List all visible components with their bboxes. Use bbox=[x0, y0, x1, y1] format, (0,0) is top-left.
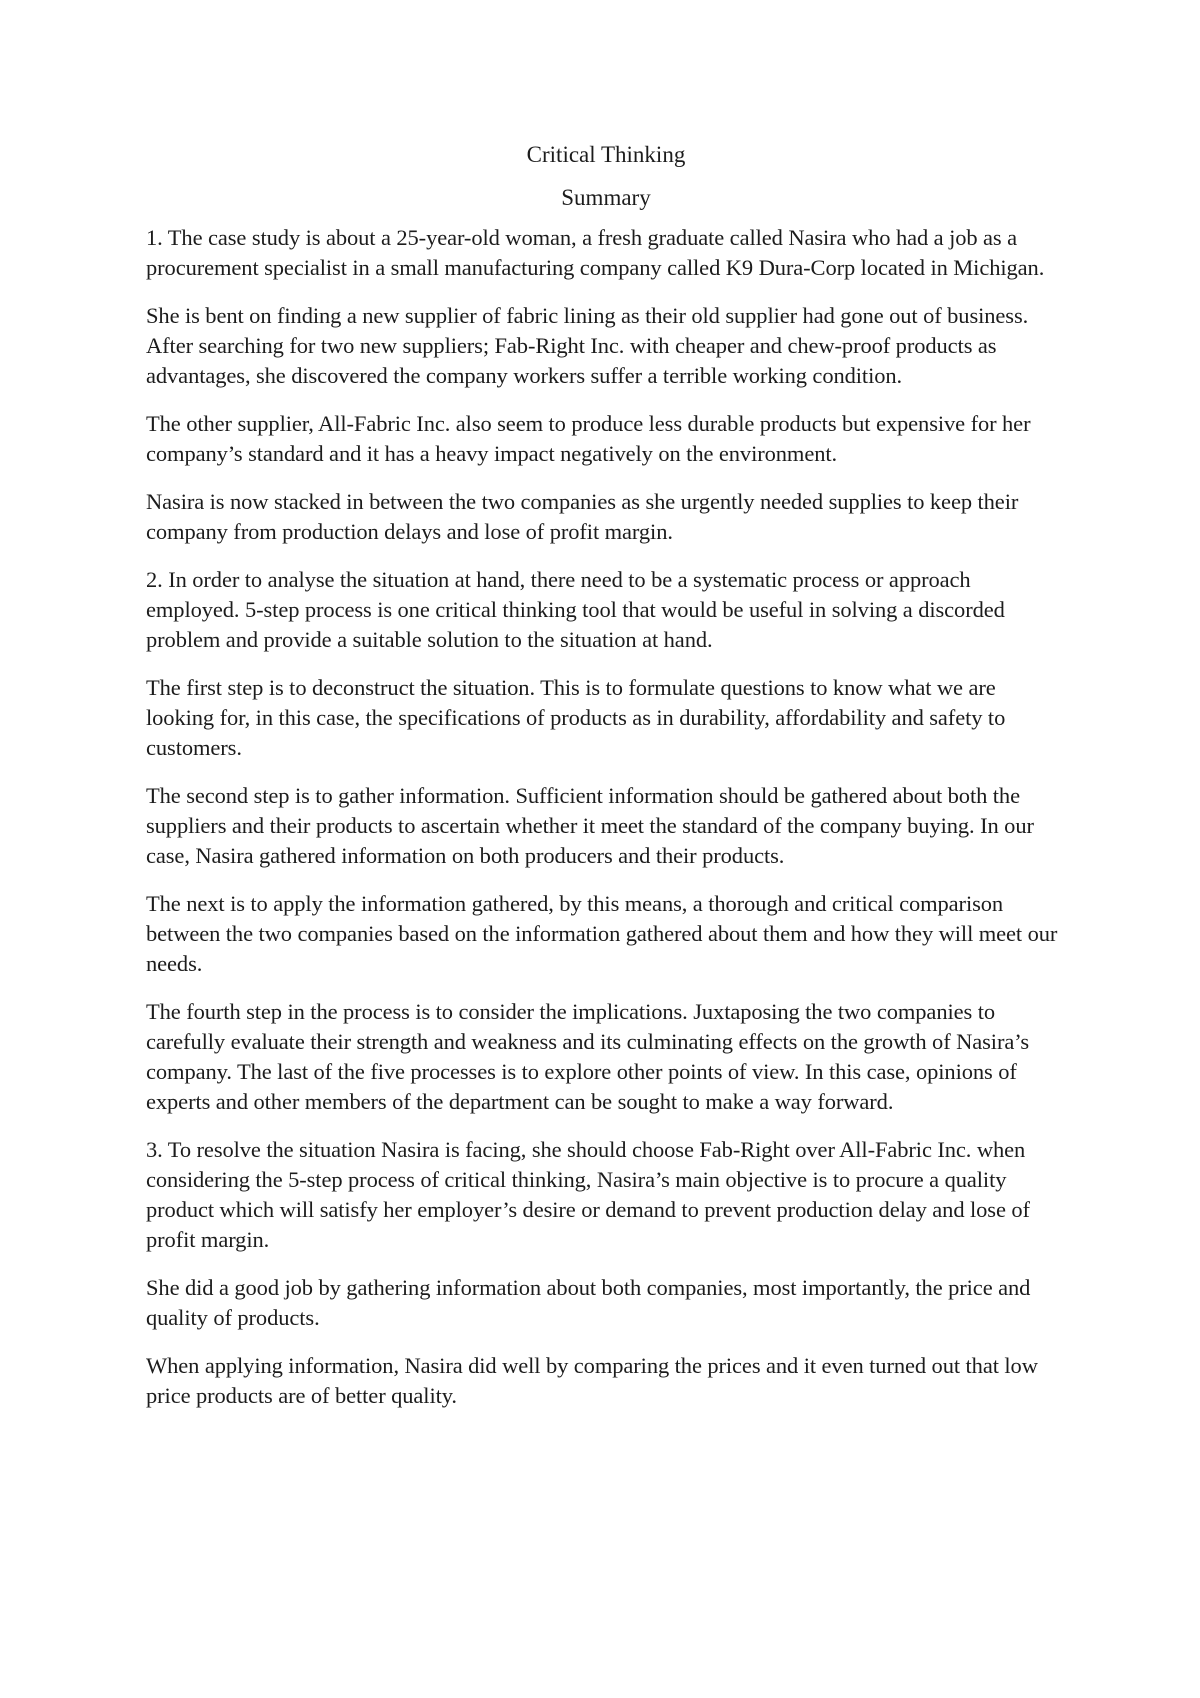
paragraph-new-supplier: She is bent on finding a new supplier of fabric lining as their old supplier had gone out of business. After searching for two new suppliers; Fab-Right Inc. with cheaper and chew-proof products as advantages, she discovered the company workers suffer a terrible working condition. bbox=[146, 303, 1029, 388]
document-page bbox=[146, 140, 1066, 1429]
paragraph-second-step: The second step is to gather information. Sufficient information should be gathered about both the suppliers and their products to ascertain whether it meet the standard of the company buying. In our case, Nasira gathered information on both producers and their products. bbox=[146, 783, 1034, 868]
document-subtitle: Summary bbox=[561, 185, 651, 210]
paragraph-resolution: 3. To resolve the situation Nasira is facing, she should choose Fab-Right over All-Fabric Inc. when considering the 5-step process of critical thinking, Nasira’s main objective is to procure a quality product which will satisfy her employer’s desire or demand to prevent production delay and lose of profit margin. bbox=[146, 1137, 1030, 1252]
paragraph-analysis-process: 2. In order to analyse the situation at hand, there need to be a systematic process or approach employed. 5-step process is one critical thinking tool that would be useful in solving a discorded problem and provide a suitable solution to the situation at hand. bbox=[146, 567, 1005, 652]
paragraph-dilemma: Nasira is now stacked in between the two companies as she urgently needed supplies to keep their company from production delays and lose of profit margin. bbox=[146, 489, 1019, 544]
paragraph-fourth-fifth-step: The fourth step in the process is to consider the implications. Juxtaposing the two companies to carefully evaluate their strength and weakness and its culminating effects on the growth of Nasira’s company. The last of the five processes is to explore other points of view. In this case, opinions of experts and other members of the department can be sought to make a way forward. bbox=[146, 999, 1030, 1114]
paragraph-third-step: The next is to apply the information gathered, by this means, a thorough and critical comparison between the two companies based on the information gathered about them and how they will meet our needs. bbox=[146, 891, 1058, 976]
paragraph-applying: When applying information, Nasira did well by comparing the prices and it even turned out that low price products are of better quality. bbox=[146, 1353, 1038, 1408]
paragraph-first-step: The first step is to deconstruct the situation. This is to formulate questions to know what we are looking for, in this case, the specifications of products as in durability, affordability and safety to customers. bbox=[146, 675, 1006, 760]
document-title: Critical Thinking bbox=[526, 142, 686, 167]
paragraph-case-study: 1. The case study is about a 25-year-old woman, a fresh graduate called Nasira who had a job as a procurement specialist in a small manufacturing company called K9 Dura-Corp located in Michigan. bbox=[146, 225, 1045, 280]
paragraph-gathering: She did a good job by gathering information about both companies, most importantly, the price and quality of products. bbox=[146, 1275, 1031, 1330]
paragraph-other-supplier: The other supplier, All-Fabric Inc. also seem to produce less durable products but expensive for her company’s standard and it has a heavy impact negatively on the environment. bbox=[146, 411, 1031, 466]
